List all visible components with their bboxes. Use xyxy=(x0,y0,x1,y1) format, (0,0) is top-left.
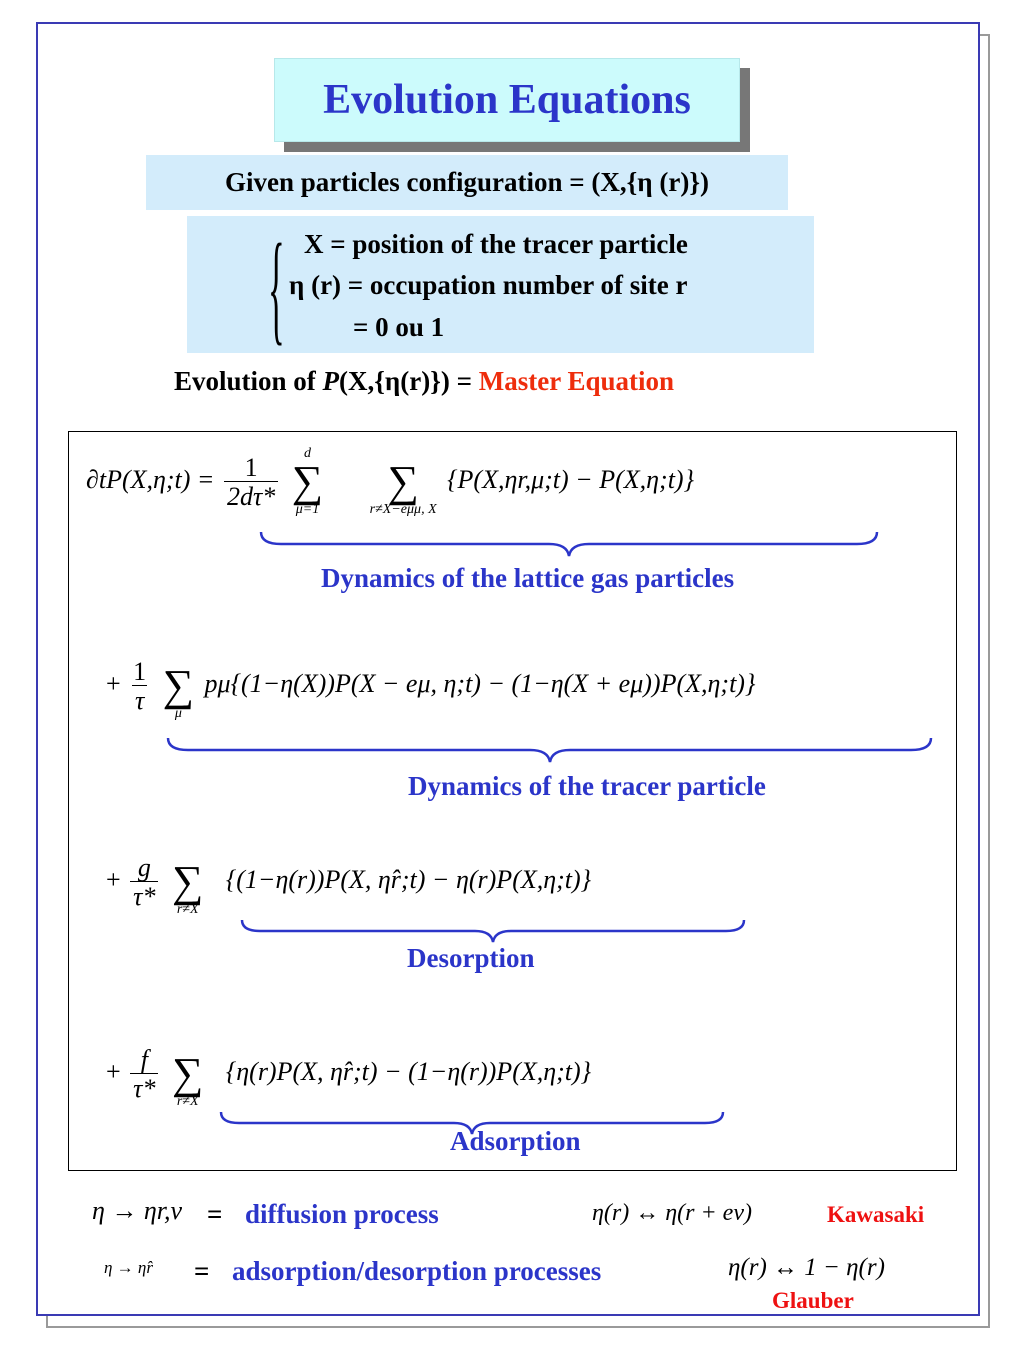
kawasaki-label: Kawasaki xyxy=(827,1202,925,1227)
equation-lattice-gas xyxy=(86,446,694,518)
eq4-sum: ∑ r≠X xyxy=(171,1049,204,1109)
eq1-sum1-bottom: μ=1 xyxy=(295,502,320,517)
evolution-p: P xyxy=(322,366,340,396)
eq3-frac-num: g xyxy=(137,852,151,882)
eq4-body: {η(r)P(X, η̂r;t) − (1−η(r))P(X,η;t)} xyxy=(225,1056,592,1086)
adsorption-formula: η → η̂r xyxy=(104,1258,153,1277)
page-title: Evolution Equations xyxy=(323,77,691,123)
eq4-fraction xyxy=(130,1044,158,1103)
eq1-underbrace xyxy=(261,530,877,558)
eq1-sum-1: d ∑ μ=1 xyxy=(291,446,324,517)
given-text: Given particles configuration = (X,{η (r)}) xyxy=(225,167,709,197)
eq4-sum-bottom: r≠X xyxy=(176,1094,199,1109)
eq4-label: Adsorption xyxy=(450,1126,581,1156)
eq2-frac-num: 1 xyxy=(133,656,147,686)
eq1-frac-num: 1 xyxy=(244,452,258,482)
title-box xyxy=(274,58,740,142)
evolution-prefix: Evolution of xyxy=(174,366,323,396)
eq1-lhs: ∂tP(X,η;t) = xyxy=(86,464,215,494)
equation-adsorption xyxy=(106,1038,591,1110)
adsorption-equals: = xyxy=(194,1256,210,1286)
eq2-label: Dynamics of the tracer particle xyxy=(408,771,766,801)
evolution-line xyxy=(174,366,674,397)
given-panel xyxy=(146,155,788,210)
equation-tracer xyxy=(106,650,755,722)
diffusion-formula: η → ηr,ν xyxy=(92,1196,183,1225)
diffusion-text: diffusion process xyxy=(245,1199,439,1229)
eq3-underbrace xyxy=(242,918,744,944)
equation-desorption xyxy=(106,846,591,918)
adsorption-desorption-text: adsorption/desorption processes xyxy=(232,1256,602,1286)
eq3-label: Desorption xyxy=(407,943,535,973)
eq1-body: {P(X,ηr,μ;t) − P(X,η;t)} xyxy=(447,464,694,494)
eq2-sum-bottom: μ xyxy=(174,706,182,721)
eq1-label: Dynamics of the lattice gas particles xyxy=(321,563,735,593)
eq1-frac-den: 2dτ* xyxy=(224,481,278,510)
eq1-sum-2: ∑ r≠X−eμμ, X xyxy=(369,457,437,517)
eq3-sum-bottom: r≠X xyxy=(176,902,199,917)
definition-line-3: = 0 ou 1 xyxy=(353,312,445,342)
eq1-sum1-top: d xyxy=(303,446,311,461)
glauber-rule: η(r) ↔ 1 − η(r) xyxy=(728,1254,885,1281)
definition-line-2: η (r) = occupation number of site r xyxy=(289,270,688,300)
eq2-fraction xyxy=(130,656,149,715)
diffusion-equals: = xyxy=(207,1199,223,1229)
eq3-frac-den: τ* xyxy=(130,881,158,910)
eq2-underbrace xyxy=(168,736,931,764)
definition-line-1: X = position of the tracer particle xyxy=(304,229,688,259)
master-equation-label: Master Equation xyxy=(478,366,674,396)
eq3-fraction xyxy=(130,852,158,911)
left-brace-icon: { xyxy=(268,219,285,356)
eq4-frac-num: f xyxy=(140,1044,148,1074)
eq2-sum: ∑ μ xyxy=(162,661,195,721)
eq3-sum: ∑ r≠X xyxy=(171,857,204,917)
eq3-body: {(1−η(r))P(X, η̂r;t) − η(r)P(X,η;t)} xyxy=(225,864,592,894)
eq4-prefix: + xyxy=(106,1056,121,1086)
eq1-fraction xyxy=(224,452,278,511)
eq2-frac-den: τ xyxy=(132,685,147,714)
eq2-prefix: + xyxy=(106,668,121,698)
eq3-prefix: + xyxy=(106,864,121,894)
eq2-body: pμ{(1−η(X))P(X − eμ, η;t) − (1−η(X + eμ))P(X,η;t)} xyxy=(204,668,756,698)
kawasaki-rule: η(r) ↔ η(r + eν) xyxy=(592,1200,752,1226)
evolution-middle: (X,{η(r)}) = xyxy=(339,366,479,396)
eq1-sum2-bottom: r≠X−eμμ, X xyxy=(369,502,437,517)
glauber-label: Glauber xyxy=(772,1288,854,1313)
eq4-frac-den: τ* xyxy=(130,1073,158,1102)
